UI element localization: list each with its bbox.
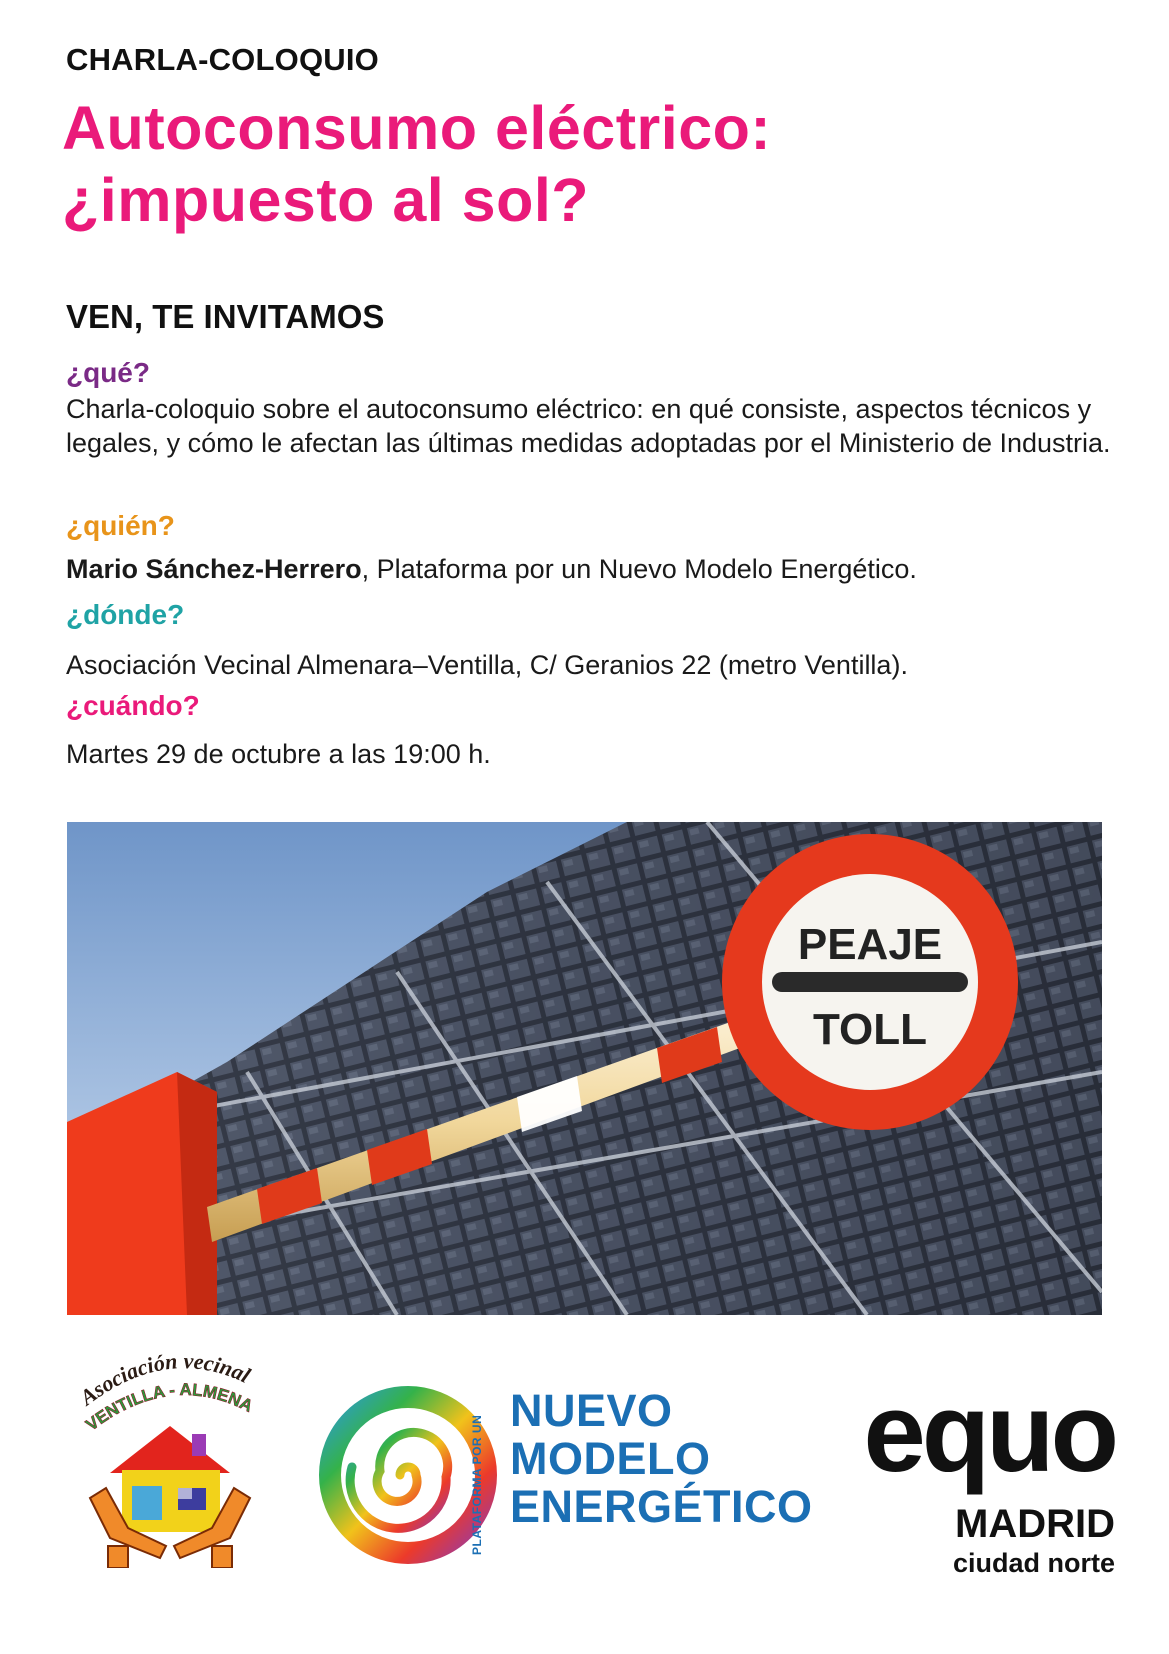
when-question: ¿cuándo?: [66, 690, 200, 721]
what-question: ¿qué?: [66, 357, 150, 388]
nme-side-label: PLATAFORMA POR UN: [470, 1414, 484, 1555]
nme-line-2: MODELO: [510, 1433, 711, 1484]
asociacion-vecinal-logo: [70, 1348, 270, 1568]
who-question: ¿quién?: [66, 510, 175, 541]
event-type: CHARLA-COLOQUIO: [66, 42, 379, 77]
sign-toll: TOLL: [812, 1005, 928, 1054]
nuevo-modelo-energetico-logo: [318, 1385, 838, 1575]
invite-heading: VEN, TE INVITAMOS: [66, 298, 385, 335]
nme-wordmark: [510, 1387, 813, 1531]
assoc-arc-text: Asociación vecinal: [75, 1348, 255, 1411]
equo-area: ciudad norte: [952, 1548, 1115, 1578]
who-answer: [66, 552, 1116, 586]
equo-madrid-logo: [815, 1370, 1125, 1587]
title-line-2: ¿impuesto al sol?: [62, 166, 590, 234]
nme-line-1: NUEVO: [510, 1385, 673, 1436]
equo-wordmark: equo: [863, 1370, 1115, 1495]
assoc-name-text: VENTILLA - ALMENA: [82, 1380, 256, 1435]
where-question: ¿dónde?: [66, 599, 185, 630]
equo-city: MADRID: [955, 1502, 1115, 1546]
event-title: [62, 92, 1122, 236]
where-answer: Asociación Vecinal Almenara–Ventilla, C/ Geranios 22 (metro Ventilla).: [66, 650, 908, 680]
solar-toll-photo: [67, 822, 1102, 1315]
sign-peaje: PEAJE: [797, 920, 943, 969]
nme-line-3: ENERGÉTICO: [510, 1481, 813, 1532]
when-answer: Martes 29 de octubre a las 19:00 h.: [66, 739, 491, 769]
speaker-name: Mario Sánchez-Herrero: [66, 554, 362, 584]
title-line-1: Autoconsumo eléctrico:: [62, 94, 772, 162]
speaker-affiliation: , Plataforma por un Nuevo Modelo Energético.: [361, 554, 917, 584]
what-answer: Charla-coloquio sobre el autoconsumo eléctrico: en qué consiste, aspectos técnicos y legales, y cómo le afectan las últimas medidas adoptadas por el Ministerio de Industria.: [66, 394, 1111, 458]
